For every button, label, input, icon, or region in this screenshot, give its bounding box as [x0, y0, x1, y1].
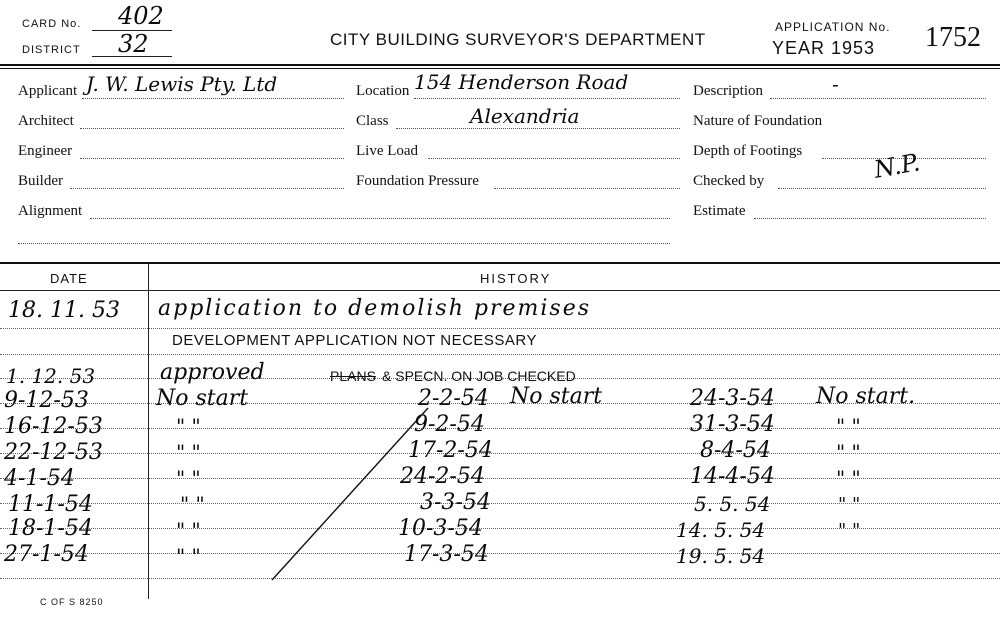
entry-note-col1: " ": [176, 414, 201, 438]
entry-date-col2: 9-2-54: [414, 412, 485, 437]
form-footer-code: C OF S 8250: [40, 597, 104, 607]
entry-date-col1: 11-1-54: [8, 492, 93, 517]
depth-of-footings-label: Depth of Footings: [693, 143, 803, 159]
entry-note-col3: No start.: [816, 384, 916, 409]
entry-date-col3: 8-4-54: [700, 438, 771, 463]
entry-note-col1: No start: [156, 386, 249, 411]
entry-date-col2: 10-3-54: [398, 516, 483, 541]
row3-approved: approved: [160, 360, 265, 385]
entry-note-col1: " ": [176, 466, 201, 490]
district-value: 32: [118, 30, 149, 58]
class-value: Alexandria: [470, 104, 580, 128]
estimate-label: Estimate: [693, 203, 746, 219]
alignment-label: Alignment: [18, 203, 83, 219]
row3-checked-stamp: & SPECN. ON JOB CHECKED: [382, 368, 576, 384]
architect-label: Architect: [18, 113, 74, 129]
card-no-value: 402: [118, 2, 164, 30]
entry-date-col1: 22-12-53: [4, 440, 103, 465]
entry-note-col3: " ": [838, 520, 861, 541]
entry-date-col2: 2-2-54: [418, 386, 489, 411]
engineer-label: Engineer: [18, 143, 73, 159]
row1-text: application to demolish premises: [158, 296, 592, 321]
entry-date-col1: 9-12-53: [4, 388, 89, 413]
checked-by-label: Checked by: [693, 173, 765, 189]
entry-note-col3: " ": [836, 440, 861, 464]
date-header: DATE: [50, 271, 88, 286]
entry-date-col3: 31-3-54: [690, 412, 775, 437]
row3-date: 1. 12. 53: [6, 364, 96, 388]
entry-date-col1: 16-12-53: [4, 414, 103, 439]
live-load-label: Live Load: [356, 143, 419, 159]
builder-label: Builder: [18, 173, 63, 189]
entry-date-col2: 17-3-54: [404, 542, 489, 567]
application-label: APPLICATION No.: [775, 20, 891, 34]
department-title: CITY BUILDING SURVEYOR'S DEPARTMENT: [330, 30, 706, 49]
description-value: -: [832, 72, 839, 96]
location-value: 154 Henderson Road: [414, 70, 629, 94]
entry-date-col3: 5. 5. 54: [694, 492, 771, 516]
entry-date-col1: 27-1-54: [4, 542, 89, 567]
entry-date-col2: 24-2-54: [400, 464, 485, 489]
district-label: DISTRICT: [22, 44, 81, 56]
entry-date-col3: 14-4-54: [690, 464, 775, 489]
location-label: Location: [356, 83, 410, 99]
development-stamp: DEVELOPMENT APPLICATION NOT NECESSARY: [172, 332, 537, 349]
entry-date-col2: 3-3-54: [420, 490, 491, 515]
entry-note-col3: " ": [838, 494, 861, 515]
entry-date-col3: 19. 5. 54: [676, 544, 766, 568]
applicant-label: Applicant: [18, 83, 78, 99]
class-label: Class: [356, 113, 389, 129]
application-number: 1752: [925, 22, 981, 53]
entry-note-col3: " ": [836, 466, 861, 490]
year-label: YEAR 1953: [772, 38, 876, 58]
entry-date-col2: 17-2-54: [408, 438, 493, 463]
applicant-value: J. W. Lewis Pty. Ltd: [86, 72, 278, 96]
row3-struck-plans: PLANS: [330, 368, 376, 384]
entry-date-col3: 14. 5. 54: [676, 518, 766, 542]
card-no-label: CARD No.: [22, 18, 82, 30]
entry-note-col1: " ": [176, 518, 201, 542]
entry-note-col3: " ": [836, 414, 861, 438]
entry-date-col1: 18-1-54: [8, 516, 93, 541]
entry-note-col1: " ": [176, 544, 201, 568]
nature-of-foundation-label: Nature of Foundation: [693, 113, 823, 129]
row1-date: 18. 11. 53: [8, 298, 120, 323]
description-label: Description: [693, 83, 763, 99]
entry-note-col1: " ": [176, 440, 201, 464]
entry-note-col1: " ": [180, 492, 205, 516]
entry-note-col2: No start: [510, 384, 603, 409]
entry-date-col1: 4-1-54: [4, 466, 75, 491]
foundation-pressure-label: Foundation Pressure: [356, 173, 479, 189]
history-header: HISTORY: [480, 271, 552, 286]
entry-date-col3: 24-3-54: [690, 386, 775, 411]
checked-by-value: N.P.: [871, 148, 923, 184]
